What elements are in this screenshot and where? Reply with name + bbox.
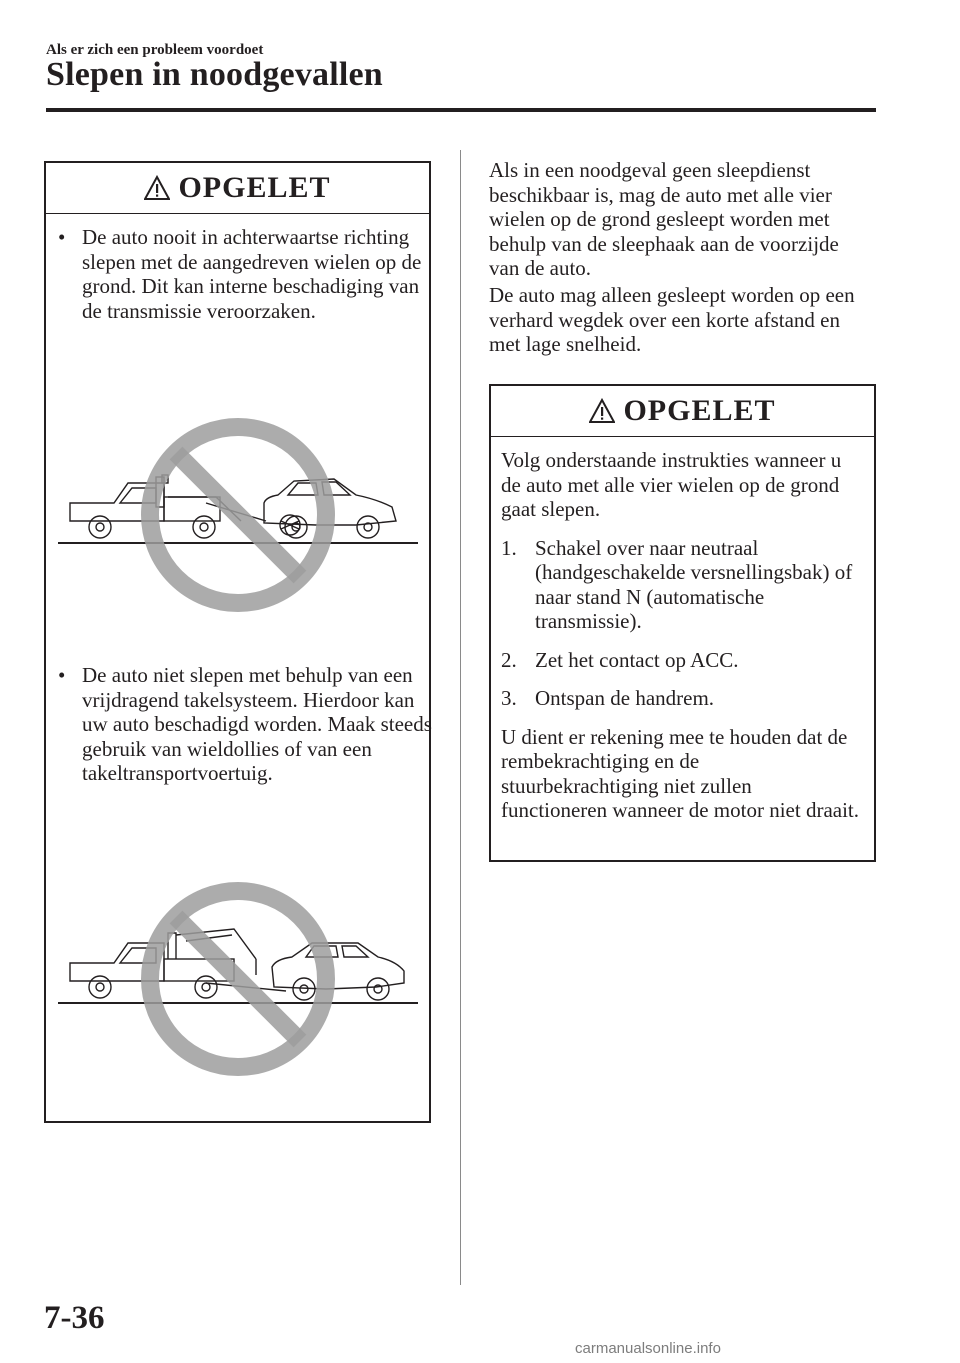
intro-paragraph-1: Als in een noodgeval geen sleepdienst beschikbaar is, mag de auto met alle vier wielen op de grond gesleept worden met behulp van de sleephaak aan de voorzijde van de auto. bbox=[489, 158, 839, 280]
left-bullet-1-text: De auto nooit in achterwaartse richting slepen met de aangedreven wielen op de grond. Dit kan interne beschadiging van de transmissie veroorzaken. bbox=[82, 225, 422, 323]
step-text: Ontspan de handrem. bbox=[535, 686, 715, 710]
step-item bbox=[501, 648, 861, 673]
step-item bbox=[501, 536, 861, 634]
left-caution-header bbox=[46, 163, 429, 214]
step-text: Schakel over naar neutraal (handgeschakelde versnellingsbak) of naar stand N (automatische transmissie). bbox=[535, 535, 853, 633]
warning-triangle-icon bbox=[589, 398, 615, 424]
watermark: carmanualsonline.info bbox=[575, 1340, 721, 1357]
step-number: 3. bbox=[501, 686, 517, 710]
left-caution-box bbox=[44, 161, 431, 1123]
step-number: 1. bbox=[501, 535, 517, 560]
left-bullet-2-text: De auto niet slepen met behulp van een vrijdragend takelsysteem. Hierdoor kan uw auto beschadigd worden. Maak steeds gebruik van wieldollies of van een takeltransportvoertuig. bbox=[82, 663, 432, 785]
warning-triangle-icon bbox=[144, 175, 170, 201]
intro-paragraph-2: De auto mag alleen gesleept worden op een verhard wegdek over een korte afstand en met lage snelheid. bbox=[489, 283, 855, 356]
right-caution-header bbox=[491, 386, 874, 437]
step-number: 2. bbox=[501, 647, 517, 672]
right-caution-box bbox=[489, 384, 876, 862]
title-rule bbox=[46, 108, 876, 112]
left-bullet-1 bbox=[46, 225, 442, 323]
page-number: 7-36 bbox=[44, 1300, 105, 1336]
page-title: Slepen in noodgevallen bbox=[46, 56, 383, 93]
step-item bbox=[501, 686, 861, 711]
step-text: Zet het contact op ACC. bbox=[535, 647, 739, 672]
left-caution-label: OPGELET bbox=[178, 171, 331, 204]
tow-truck-illustration-1 bbox=[56, 403, 421, 628]
column-divider bbox=[460, 150, 461, 1285]
bullet-dot: • bbox=[58, 225, 66, 249]
bullet-dot: • bbox=[58, 663, 66, 687]
tow-truck-illustration-2 bbox=[56, 863, 421, 1103]
right-caution-lead: Volg onderstaande instrukties wanneer u de auto met alle vier wielen op de grond gaat slepen. bbox=[501, 448, 842, 521]
right-caution-body bbox=[501, 448, 861, 823]
left-bullet-2 bbox=[46, 663, 442, 786]
right-caution-closing: U dient er rekening mee te houden dat de rembekrachtiging en de stuurbekrachtiging niet zullen functioneren wanneer de motor niet draait. bbox=[501, 724, 860, 822]
right-caution-label: OPGELET bbox=[623, 394, 776, 427]
section-label: Als er zich een probleem voordoet bbox=[46, 42, 264, 58]
